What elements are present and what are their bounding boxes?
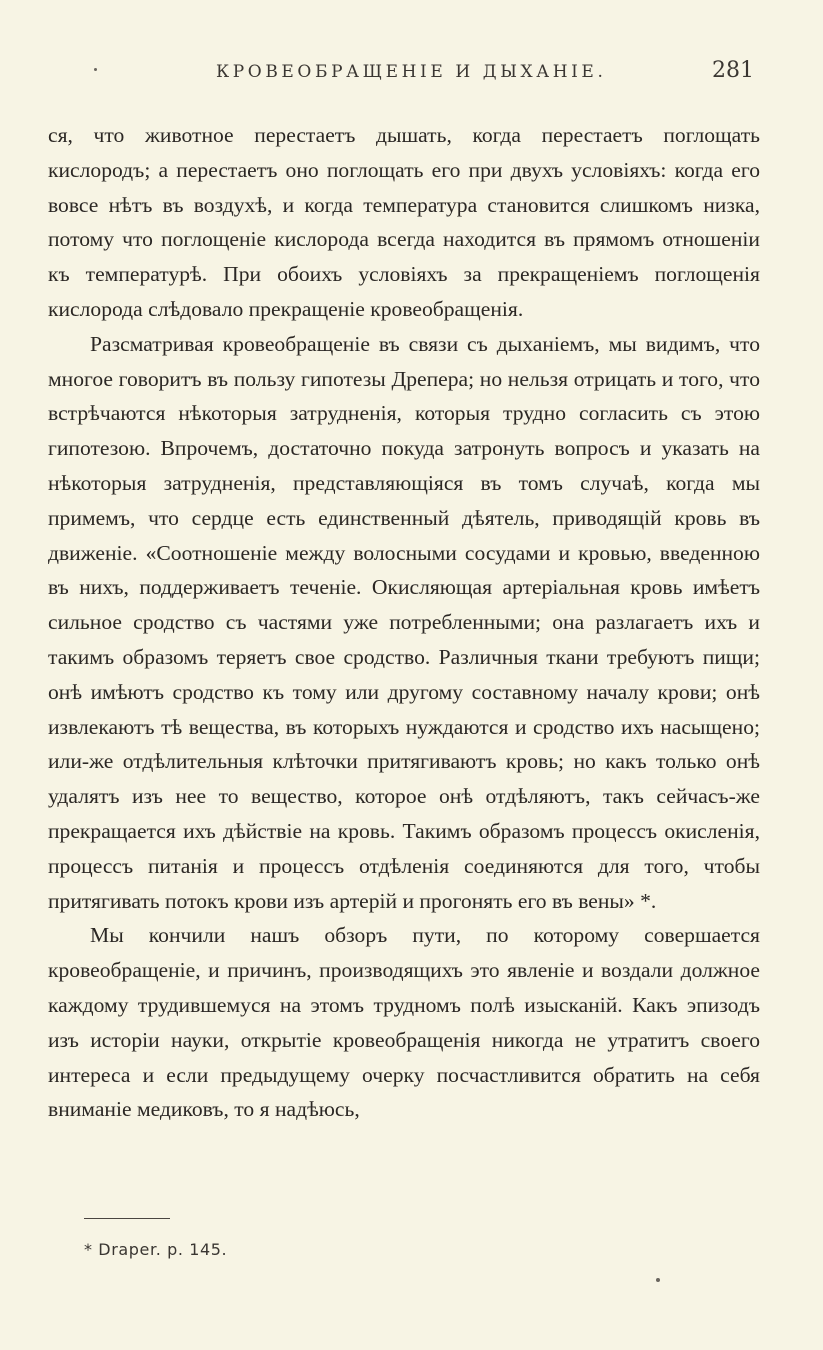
body-text — [48, 118, 760, 1127]
footnote-rule — [84, 1218, 170, 1219]
page-number: 281 — [712, 58, 754, 83]
paper-speck — [656, 1278, 660, 1282]
footnote: * Draper. p. 145. — [84, 1240, 228, 1259]
paper-speck — [94, 68, 97, 71]
running-title: КРОВЕОБРАЩЕНІЕ И ДЫХАНІЕ. — [216, 62, 607, 82]
paragraph-continuation: ся, что животное перестаетъ дышать, когда перестаетъ поглощать кислородъ; а перестаетъ оно поглощать его при двухъ условіяхъ: когда его вовсе нѣтъ въ воздухѣ, и когда температура становится слишкомъ низка, потому что поглощеніе кислорода всегда находится въ прямомъ отношеніи къ температурѣ. При обоихъ условіяхъ за прекращеніемъ поглощенія кислорода слѣдовало прекращеніе кровеобращенія. — [48, 123, 760, 321]
running-head — [48, 58, 758, 88]
paragraph-conclusion: Мы кончили нашъ обзоръ пути, по которому совершается кровеобращеніе, и причинъ, производящихъ это явленіе и воздали должное каждому трудившемуся на этомъ трудномъ полѣ изысканій. Какъ эпизодъ изъ исторіи науки, открытіе кровеобращенія никогда не утратитъ своего интереса и если предыдущему очерку посчастливится обратить на себя вниманіе медиковъ, то я надѣюсь, — [48, 923, 760, 1122]
paragraph-draper-hypothesis: Разсматривая кровеобращеніе въ связи съ дыханіемъ, мы видимъ, что многое говоритъ въ пользу гипотезы Дрепера; но нельзя отрицать и того, что встрѣчаются нѣкоторыя затрудненія, которыя трудно согласить съ этою гипотезою. Впрочемъ, достаточно покуда затронуть вопросъ и указать на нѣкоторыя затрудненія, представляющіяся въ томъ случаѣ, когда мы примемъ, что сердце есть единственный дѣятель, приводящій кровь въ движеніе. «Соотношеніе между волосными сосудами и кровью, введенною въ нихъ, поддерживаетъ теченіе. Окисляющая артеріальная кровь имѣетъ сильное сродство съ частями уже потребленными; она разлагаетъ ихъ и такимъ образомъ теряетъ свое сродство. Различныя ткани требуютъ пищи; онѣ имѣютъ сродство къ тому или другому составному началу крови; онѣ извлекаютъ тѣ вещества, въ которыхъ нуждаются и сродство ихъ насыщено; или-же отдѣлительныя клѣточки притягиваютъ кровь; но какъ только онѣ удалятъ изъ нее то вещество, которое онѣ отдѣляютъ, такъ сейчасъ-же прекращается ихъ дѣйствіе на кровь. Такимъ образомъ процессъ окисленія, процессъ питанія и процессъ отдѣленія соединяются для того, чтобы притягивать потокъ крови изъ артерій и прогонять его въ вены» *. — [48, 331, 760, 913]
